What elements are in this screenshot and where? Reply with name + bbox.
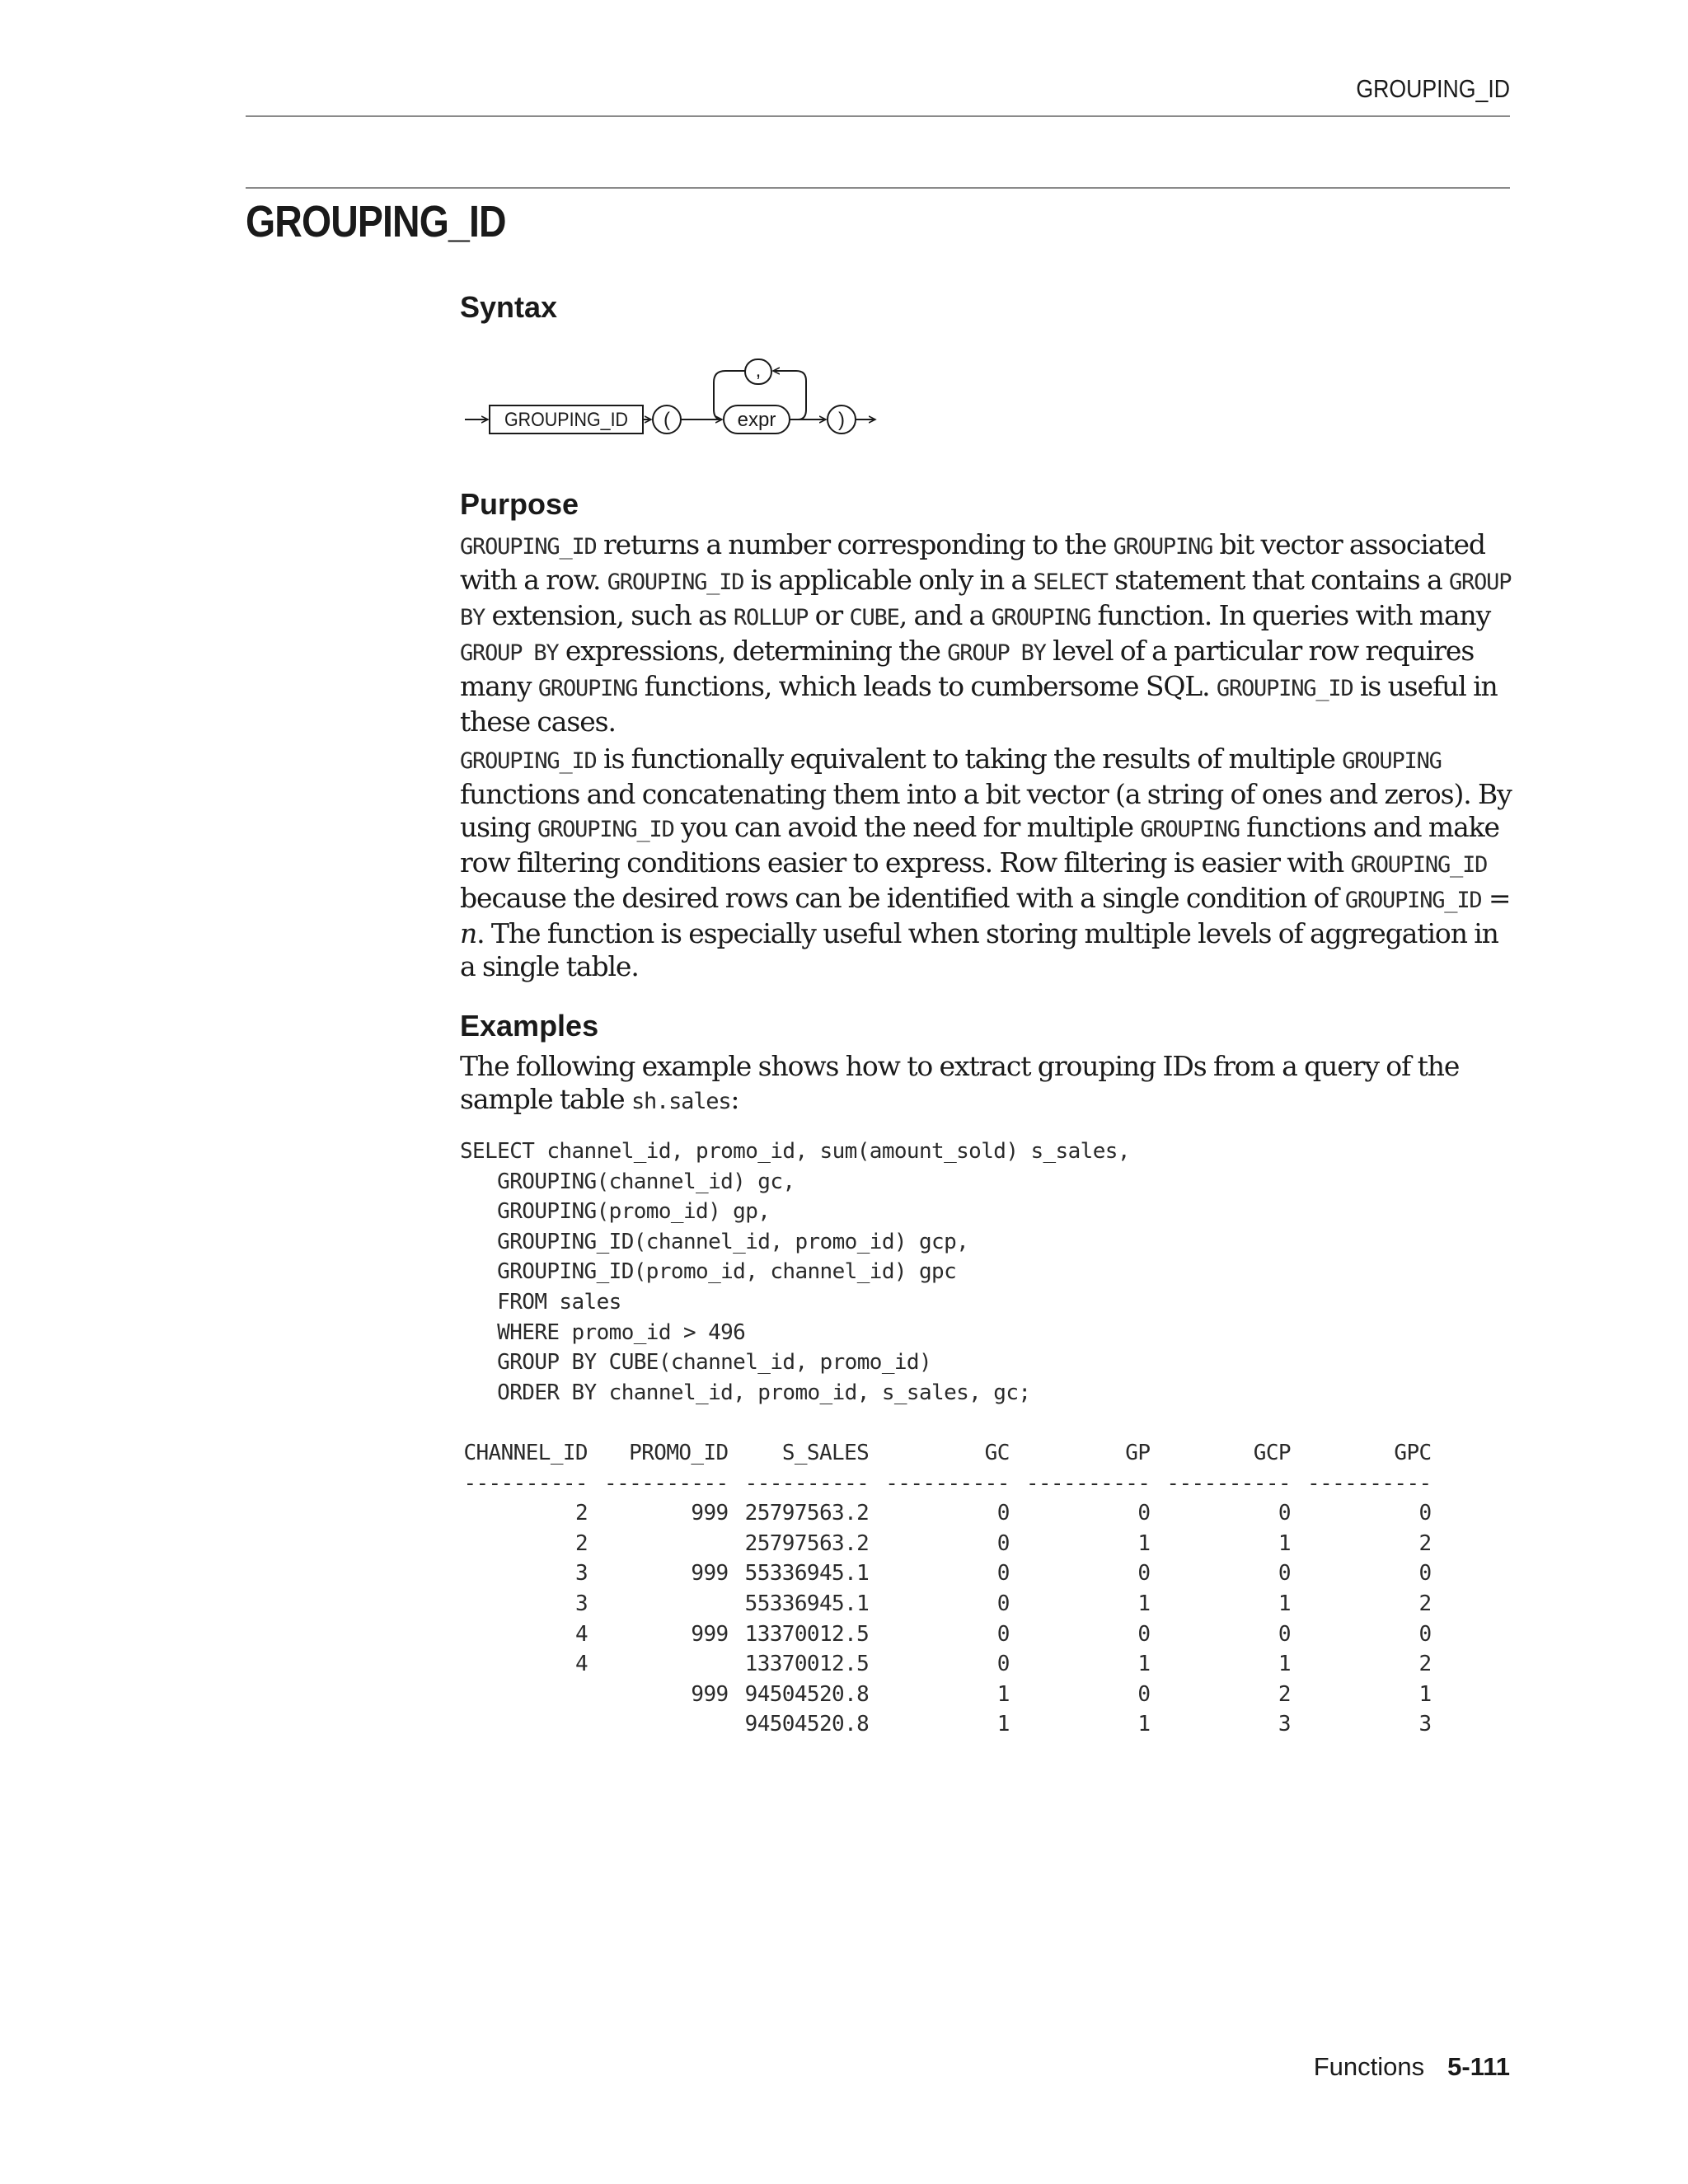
inline-code: CUBE [849, 605, 899, 630]
table-separator-row-cell: ---------- [744, 1470, 870, 1496]
text-run: expressions, determining the [558, 635, 948, 667]
running-header: GROUPING_ID [1356, 74, 1510, 103]
inline-code: GROUPING_ID [1216, 676, 1353, 701]
inline-code: GROUPING [1113, 534, 1213, 560]
table-cell: 3 [1418, 1712, 1432, 1737]
inline-code: sh.sales [631, 1089, 731, 1114]
inline-code: GROUPING_ID [607, 569, 744, 595]
table-cell: 2 [574, 1530, 588, 1556]
table-header-row-cell: GCP [1253, 1441, 1291, 1465]
inline-code: GROUP BY [947, 640, 1046, 666]
table-cell: 0 [1418, 1561, 1432, 1586]
inline-code: GROUPING_ID [460, 534, 597, 560]
text-run: , and a [898, 599, 992, 631]
table-cell: 13370012.5 [744, 1621, 870, 1647]
diagram-keyword: GROUPING_ID [504, 409, 628, 431]
table-cell: 4 [574, 1652, 588, 1677]
table-cell: 1 [1137, 1591, 1151, 1616]
table-cell: 13370012.5 [744, 1652, 870, 1677]
code-line: FROM sales [460, 1289, 621, 1315]
code-line: GROUPING(channel_id) gc, [460, 1169, 795, 1194]
title-rule [246, 187, 1510, 189]
code-line: GROUP BY CUBE(channel_id, promo_id) [460, 1350, 932, 1376]
table-cell: 25797563.2 [744, 1530, 870, 1556]
inline-code: SELECT [1033, 569, 1108, 595]
table-row [460, 1649, 1432, 1680]
inline-code: GROUPING_ID [1344, 888, 1482, 913]
table-cell: 0 [1137, 1621, 1151, 1647]
text-run: = [1481, 882, 1511, 914]
table-header-row-cell: GC [984, 1441, 1010, 1465]
code-line: GROUPING_ID(promo_id, channel_id) gpc [460, 1259, 957, 1285]
inline-code: GROUPING [991, 605, 1091, 630]
table-cell: 3 [1278, 1712, 1291, 1737]
text-run: you can avoid the need for multiple [673, 811, 1141, 843]
table-cell: 3 [574, 1591, 588, 1616]
table-cell: 0 [1278, 1501, 1291, 1526]
table-cell: 2 [1278, 1681, 1291, 1707]
table-header-row-cell: CHANNEL_ID [463, 1441, 588, 1465]
table-cell: 0 [1418, 1501, 1432, 1526]
table-row [460, 1589, 1432, 1619]
purpose-paragraph-1 [460, 528, 1515, 738]
table-cell: 1 [1137, 1530, 1151, 1556]
examples-heading: Examples [460, 1009, 599, 1043]
text-run: functions and concatenating them into a bit vector (a string of ones and zeros). By using [460, 778, 1512, 843]
table-cell: 0 [996, 1621, 1010, 1647]
code-line: ORDER BY channel_id, promo_id, s_sales, gc; [460, 1380, 1031, 1405]
page-number: 5-111 [1447, 2052, 1510, 2081]
table-row [460, 1619, 1432, 1650]
table-separator-row-cell: ---------- [1307, 1470, 1432, 1496]
purpose-heading: Purpose [460, 487, 579, 521]
inline-code: GROUPING_ID [1350, 852, 1488, 878]
table-cell: 94504520.8 [744, 1712, 870, 1737]
table-cell: 999 [691, 1681, 729, 1707]
table-cell: 0 [996, 1561, 1010, 1586]
diagram-close-paren: ) [838, 409, 845, 431]
table-cell: 999 [691, 1501, 729, 1526]
text-run: : [730, 1083, 739, 1115]
table-separator-row-cell: ---------- [463, 1470, 588, 1496]
text-run: because the desired rows can be identified with a single condition of [460, 882, 1345, 914]
code-line: WHERE promo_id > 496 [460, 1319, 746, 1345]
table-cell: 1 [996, 1681, 1010, 1707]
inline-code: GROUPING [537, 676, 638, 701]
table-cell: 0 [996, 1591, 1010, 1616]
inline-code: GROUPING [1342, 748, 1442, 774]
table-header-row-cell: S_SALES [781, 1441, 870, 1465]
text-run: level of a particular row requires many [460, 635, 1475, 702]
inline-code: GROUP BY [460, 569, 1512, 630]
table-cell: 0 [1278, 1621, 1291, 1647]
code-line: GROUPING(promo_id) gp, [460, 1199, 771, 1225]
table-cell: 0 [1137, 1681, 1151, 1707]
table-cell: 2 [1418, 1591, 1432, 1616]
result-table [460, 1438, 1432, 1740]
loop-back-path [773, 371, 806, 419]
table-cell: 55336945.1 [744, 1561, 870, 1586]
table-cell: 1 [1278, 1591, 1291, 1616]
syntax-heading: Syntax [460, 290, 558, 324]
footer-section: Functions [1313, 2052, 1425, 2081]
page-title: GROUPING_ID [246, 197, 506, 246]
diagram-open-paren: ( [663, 409, 670, 431]
table-cell: 1 [1278, 1652, 1291, 1677]
text-run: or [808, 599, 850, 631]
text-run: . The function is especially useful when storing multiple levels of aggregation in a single table. [460, 917, 1498, 982]
code-line: GROUPING_ID(channel_id, promo_id) gcp, [460, 1229, 969, 1254]
purpose-paragraph-2 [460, 743, 1515, 983]
examples-intro [460, 1050, 1515, 1118]
sql-code-block [460, 1137, 1130, 1408]
table-cell: 0 [996, 1501, 1010, 1526]
table-cell: 1 [1137, 1652, 1151, 1677]
table-cell: 25797563.2 [744, 1501, 870, 1526]
table-cell: 1 [1418, 1681, 1432, 1707]
table-cell: 3 [574, 1561, 588, 1586]
table-separator-row-cell: ---------- [1025, 1470, 1151, 1496]
code-line: SELECT channel_id, promo_id, sum(amount_sold) s_sales, [460, 1139, 1130, 1164]
table-cell: 94504520.8 [744, 1681, 870, 1707]
header-rule [246, 115, 1510, 117]
page-footer [1071, 2052, 1510, 2082]
inline-code: GROUP BY [460, 640, 559, 666]
text-run: functions and make row filtering conditions easier to express. Row filtering is easier with [460, 811, 1499, 879]
table-header-row-cell: GP [1125, 1441, 1151, 1465]
table-header-row-cell: GPC [1394, 1441, 1432, 1465]
table-header-row-cell: PROMO_ID [629, 1441, 729, 1465]
table-cell: 0 [1418, 1621, 1432, 1647]
table-cell: 999 [691, 1621, 729, 1647]
table-separator-row [460, 1469, 1432, 1499]
table-separator-row-cell: ---------- [885, 1470, 1010, 1496]
text-run: bit vector associated with a row. [460, 528, 1485, 596]
table-row [460, 1680, 1432, 1710]
table-separator-row-cell: ---------- [1166, 1470, 1291, 1496]
text-run: statement that contains a [1107, 564, 1449, 596]
table-cell: 2 [574, 1501, 588, 1526]
table-cell: 0 [1137, 1501, 1151, 1526]
table-cell: 999 [691, 1561, 729, 1586]
text-run: functions, which leads to cumbersome SQL. [637, 670, 1217, 702]
syntax-diagram [460, 350, 889, 449]
table-cell: 0 [1137, 1561, 1151, 1586]
table-cell: 1 [1278, 1530, 1291, 1556]
table-cell: 0 [996, 1652, 1010, 1677]
table-row [460, 1709, 1432, 1740]
table-cell: 55336945.1 [744, 1591, 870, 1616]
text-run: is applicable only in a [743, 564, 1034, 596]
italic-variable: n [460, 917, 477, 949]
table-row [460, 1498, 1432, 1529]
table-cell: 1 [1137, 1712, 1151, 1737]
table-cell: 2 [1418, 1530, 1432, 1556]
inline-code: GROUPING_ID [460, 748, 597, 774]
table-cell: 0 [1278, 1561, 1291, 1586]
text-run: function. In queries with many [1090, 599, 1491, 631]
table-cell: 0 [996, 1530, 1010, 1556]
text-run: is useful in these cases. [460, 670, 1498, 738]
table-row [460, 1529, 1432, 1559]
text-run: returns a number corresponding to the [596, 528, 1114, 560]
text-run: extension, such as [485, 599, 734, 631]
diagram-separator: , [755, 359, 762, 382]
table-cell: 1 [996, 1712, 1010, 1737]
inline-code: GROUPING_ID [537, 817, 674, 842]
table-row [460, 1558, 1432, 1589]
diagram-expr: expr [737, 409, 776, 431]
text-run: is functionally equivalent to taking the results of multiple [596, 743, 1343, 775]
table-cell: 2 [1418, 1652, 1432, 1677]
table-separator-row-cell: ---------- [604, 1470, 729, 1496]
inline-code: ROLLUP [733, 605, 809, 630]
text-run: The following example shows how to extract grouping IDs from a query of the sample table [460, 1050, 1460, 1115]
table-header-row [460, 1438, 1432, 1469]
table-cell: 4 [574, 1621, 588, 1647]
inline-code: GROUPING [1140, 817, 1240, 842]
